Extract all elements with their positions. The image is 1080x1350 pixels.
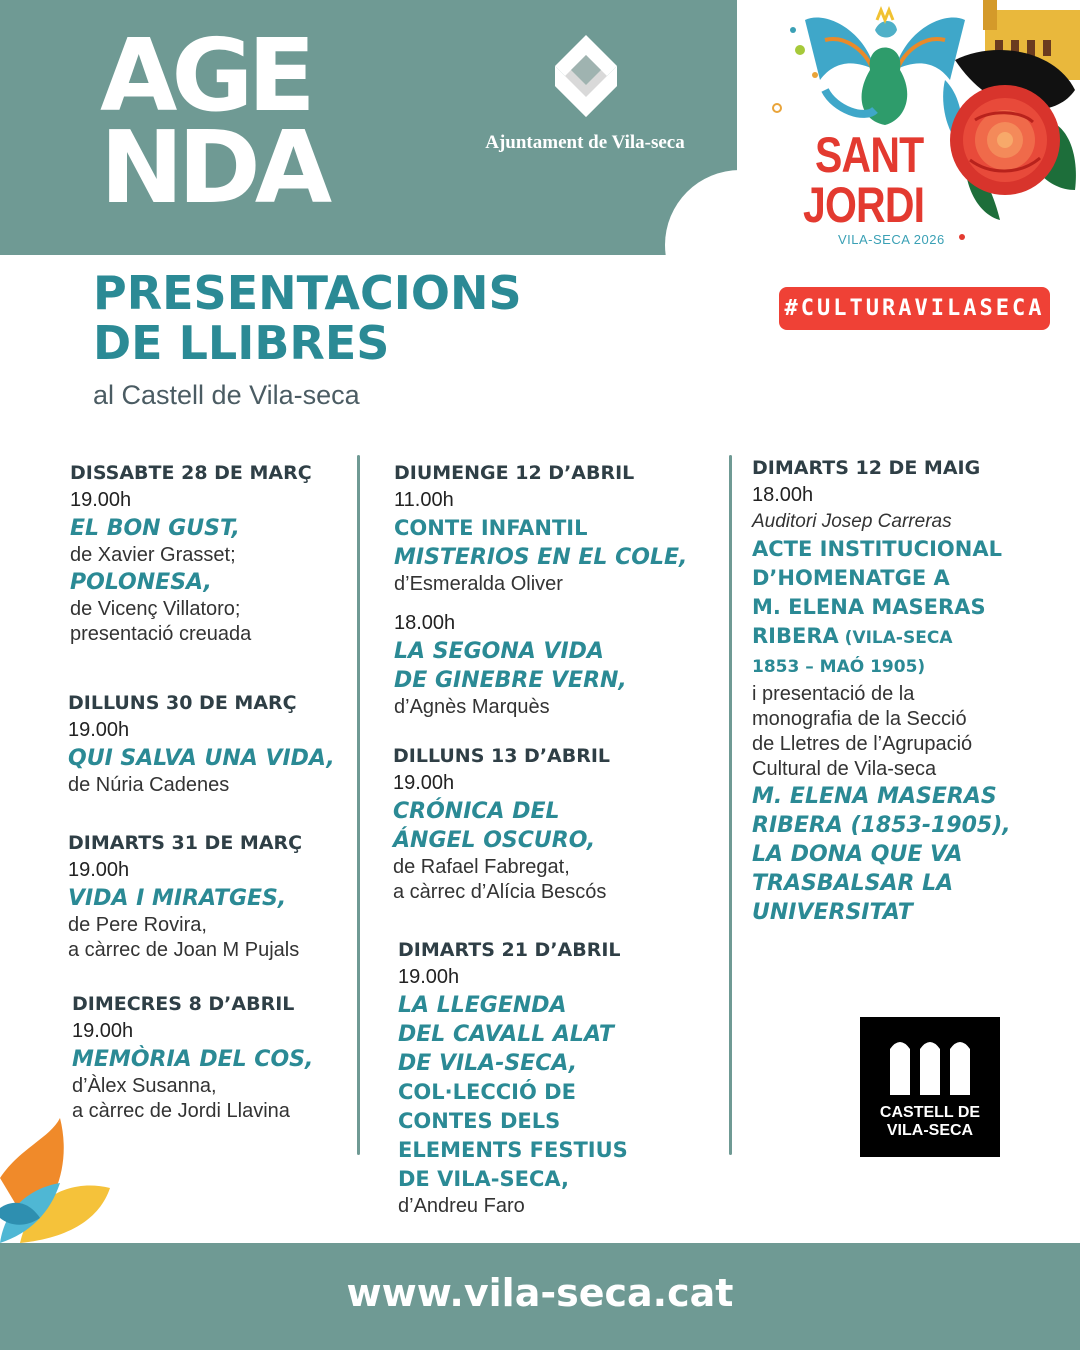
- event-description: i presentació de la: [752, 683, 915, 705]
- event-book-title: ÁNGEL OSCURO,: [393, 828, 596, 853]
- event-date: DIMARTS 31 DE MARÇ: [68, 832, 303, 854]
- event-author: de Rafael Fabregat,: [393, 856, 570, 878]
- event-act-title-part: (VILA-SECA: [838, 628, 953, 648]
- event-description: de Lletres de l’Agrupació: [752, 733, 973, 755]
- event-presenter: a càrrec de Joan M Pujals: [68, 939, 300, 961]
- section-subtitle: al Castell de Vila-seca: [93, 380, 360, 410]
- event-12-maig: [752, 455, 1011, 927]
- event-date: DILLUNS 13 D’ABRIL: [393, 745, 611, 767]
- event-30-marc: [68, 690, 335, 798]
- sant-jordi-subtitle: VILA-SECA 2026: [838, 232, 945, 247]
- flower-decoration-icon: [0, 1118, 125, 1243]
- event-book-title: VIDA I MIRATGES,: [68, 886, 287, 911]
- event-date: DISSABTE 28 DE MARÇ: [70, 462, 312, 484]
- event-book-title: LA LLEGENDA: [398, 993, 567, 1018]
- event-collection-title: DE VILA-SECA,: [398, 1167, 570, 1191]
- event-book-title: UNIVERSITAT: [752, 900, 913, 925]
- event-date: DIUMENGE 12 D’ABRIL: [394, 462, 635, 484]
- sant-jordi-title-line2: JORDI: [803, 177, 925, 233]
- event-act-title: ACTE INSTITUCIONAL: [752, 537, 1002, 561]
- event-act-title-part: RIBERA: [752, 624, 839, 648]
- event-collection-title: COL·LECCIÓ DE: [398, 1080, 576, 1104]
- event-time: 19.00h: [72, 1020, 134, 1042]
- column-divider: [357, 455, 360, 1155]
- event-category-label: CONTE INFANTIL: [394, 516, 588, 540]
- event-author: de Núria Cadenes: [68, 774, 230, 796]
- event-act-title: [752, 622, 1011, 653]
- event-time: 19.00h: [393, 772, 455, 794]
- event-date: DILLUNS 30 DE MARÇ: [68, 692, 297, 714]
- sant-jordi-title-line1: SANT: [815, 127, 924, 183]
- event-act-title: 1853 – MAÓ 1905): [752, 657, 926, 677]
- event-time: 19.00h: [68, 719, 130, 741]
- event-21-abril: [398, 937, 628, 1219]
- event-note: presentació creuada: [70, 623, 252, 645]
- event-time: 11.00h: [394, 489, 454, 511]
- event-book-title: DEL CAVALL ALAT: [398, 1022, 614, 1047]
- event-book-title: MISTERIOS EN EL COLE,: [394, 545, 688, 570]
- website-link[interactable]: www.vila-seca.cat: [346, 1271, 734, 1315]
- municipality-name: Ajuntament de Vila-seca: [485, 132, 685, 153]
- event-collection-title: CONTES DELS: [398, 1109, 561, 1133]
- event-book-title: DE VILA-SECA,: [398, 1051, 578, 1076]
- event-book-title: MEMÒRIA DEL COS,: [72, 1047, 314, 1072]
- section-title-line2: DE LLIBRES: [93, 316, 390, 370]
- event-date: DIMARTS 12 DE MAIG: [752, 457, 981, 479]
- event-author: d’Àlex Susanna,: [72, 1075, 217, 1097]
- event-31-marc: [68, 830, 302, 963]
- event-act-title: M. ELENA MASERAS: [752, 595, 986, 619]
- event-presenter: a càrrec de Jordi Llavina: [72, 1100, 290, 1122]
- event-description: Cultural de Vila-seca: [752, 758, 937, 780]
- event-venue: Auditori Josep Carreras: [752, 511, 952, 532]
- event-time: 19.00h: [70, 489, 132, 511]
- event-description: monografia de la Secció: [752, 708, 967, 730]
- event-book-title: QUI SALVA UNA VIDA,: [68, 746, 335, 771]
- castle-logo-line1: CASTELL DE: [879, 1104, 981, 1121]
- event-8-abril: [72, 991, 313, 1124]
- hashtag-badge: #CULTURAVILASECA: [779, 287, 1050, 330]
- agenda-title-line2: NDA: [100, 109, 327, 226]
- event-time: 18.00h: [394, 612, 456, 634]
- event-date: DIMARTS 21 D’ABRIL: [398, 939, 621, 961]
- event-book-title: RIBERA (1853-1905),: [752, 813, 1011, 838]
- event-book-title: DE GINEBRE VERN,: [394, 668, 627, 693]
- event-book-title: M. ELENA MASERAS: [752, 784, 997, 809]
- event-date: DIMECRES 8 D’ABRIL: [72, 993, 295, 1015]
- event-author: d’Agnès Marquès: [394, 696, 550, 718]
- event-author: d’Esmeralda Oliver: [394, 573, 563, 595]
- event-book-title: TRASBALSAR LA: [752, 871, 954, 896]
- agenda-title: [100, 17, 327, 226]
- castle-towers-icon: [890, 1035, 970, 1095]
- event-act-title: D’HOMENATGE A: [752, 566, 950, 590]
- event-author: d’Andreu Faro: [398, 1195, 525, 1217]
- event-time: 19.00h: [68, 859, 130, 881]
- section-title-line1: PRESENTACIONS: [93, 266, 522, 320]
- agenda-title-line1: AGE: [100, 17, 310, 134]
- event-time: 19.00h: [398, 966, 460, 988]
- event-presenter: a càrrec d’Alícia Bescós: [393, 881, 607, 903]
- column-divider: [729, 455, 732, 1155]
- event-28-marc: [70, 460, 312, 647]
- event-collection-title: ELEMENTS FESTIUS: [398, 1138, 628, 1162]
- event-author: de Xavier Grasset;: [70, 544, 236, 566]
- event-book-title: CRÓNICA DEL: [393, 799, 560, 824]
- castell-vila-seca-logo: [860, 1017, 1000, 1157]
- event-book-title: LA SEGONA VIDA: [394, 639, 604, 664]
- event-13-abril: [393, 743, 610, 905]
- event-12-abril: [394, 460, 687, 720]
- section-title: [93, 268, 522, 368]
- event-author: de Vicenç Villatoro;: [70, 598, 241, 620]
- event-author: de Pere Rovira,: [68, 914, 207, 936]
- castle-logo-line2: VILA-SECA: [886, 1122, 974, 1139]
- municipal-logo-icon: [555, 35, 617, 117]
- event-book-title: EL BON GUST,: [70, 516, 240, 541]
- event-book-title: POLONESA,: [70, 570, 212, 595]
- event-book-title: LA DONA QUE VA: [752, 842, 963, 867]
- event-time: 18.00h: [752, 484, 814, 506]
